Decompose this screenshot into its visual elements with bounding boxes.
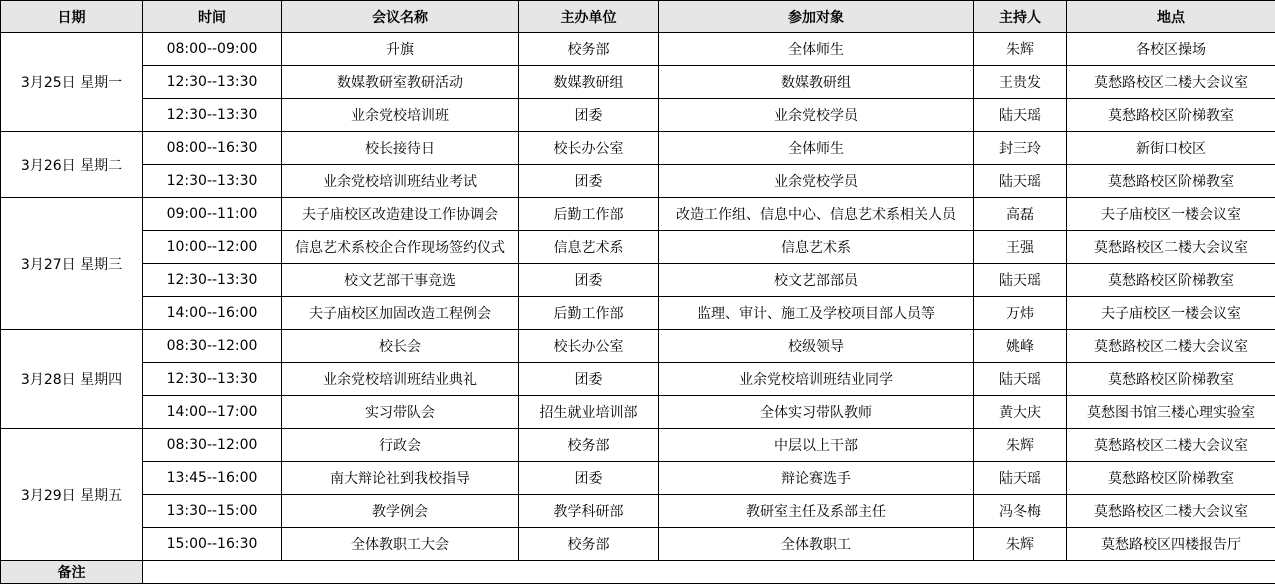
meeting-time: 12:30--13:30 bbox=[143, 165, 282, 198]
meeting-participants: 业余党校学员 bbox=[659, 165, 974, 198]
meeting-host: 朱辉 bbox=[974, 429, 1067, 462]
meeting-name: 校长会 bbox=[282, 330, 519, 363]
meeting-host: 王强 bbox=[974, 231, 1067, 264]
meeting-host: 万炜 bbox=[974, 297, 1067, 330]
meeting-host: 黄大庆 bbox=[974, 396, 1067, 429]
meeting-location: 莫愁路校区阶梯教室 bbox=[1067, 462, 1275, 495]
header-meeting-name: 会议名称 bbox=[282, 1, 519, 33]
meeting-name: 全体教职工大会 bbox=[282, 528, 519, 561]
meeting-name: 业余党校培训班 bbox=[282, 99, 519, 132]
meeting-time: 14:00--16:00 bbox=[143, 297, 282, 330]
meeting-name: 夫子庙校区加固改造工程例会 bbox=[282, 297, 519, 330]
meeting-location: 莫愁路校区二楼大会议室 bbox=[1067, 495, 1275, 528]
meeting-location: 莫愁路校区阶梯教室 bbox=[1067, 165, 1275, 198]
table-row bbox=[1, 363, 1275, 396]
meeting-time: 10:00--12:00 bbox=[143, 231, 282, 264]
meeting-participants: 改造工作组、信息中心、信息艺术系相关人员 bbox=[659, 198, 974, 231]
meeting-organizer: 团委 bbox=[519, 264, 659, 297]
meeting-participants: 业余党校学员 bbox=[659, 99, 974, 132]
meeting-time: 12:30--13:30 bbox=[143, 66, 282, 99]
meeting-organizer: 校长办公室 bbox=[519, 330, 659, 363]
meeting-host: 陆天瑶 bbox=[974, 264, 1067, 297]
header-time: 时间 bbox=[143, 1, 282, 33]
meeting-name: 校长接待日 bbox=[282, 132, 519, 165]
day-date: 3月28日 星期四 bbox=[1, 330, 143, 429]
meeting-location: 莫愁路校区二楼大会议室 bbox=[1067, 330, 1275, 363]
table-row bbox=[1, 330, 1275, 363]
header-row bbox=[1, 1, 1275, 33]
meeting-location: 新街口校区 bbox=[1067, 132, 1275, 165]
table-row bbox=[1, 429, 1275, 462]
table-row bbox=[1, 264, 1275, 297]
meeting-location: 莫愁路校区阶梯教室 bbox=[1067, 363, 1275, 396]
meeting-time: 12:30--13:30 bbox=[143, 264, 282, 297]
meeting-participants: 校文艺部部员 bbox=[659, 264, 974, 297]
meeting-name: 业余党校培训班结业考试 bbox=[282, 165, 519, 198]
meeting-organizer: 团委 bbox=[519, 363, 659, 396]
meeting-time: 12:30--13:30 bbox=[143, 99, 282, 132]
day-date: 3月25日 星期一 bbox=[1, 33, 143, 132]
meeting-location: 莫愁路校区四楼报告厅 bbox=[1067, 528, 1275, 561]
meeting-participants: 监理、审计、施工及学校项目部人员等 bbox=[659, 297, 974, 330]
day-date: 3月26日 星期二 bbox=[1, 132, 143, 198]
meeting-name: 教学例会 bbox=[282, 495, 519, 528]
remark-row bbox=[1, 561, 1275, 584]
meeting-host: 高磊 bbox=[974, 198, 1067, 231]
meeting-participants: 信息艺术系 bbox=[659, 231, 974, 264]
meeting-host: 陆天瑶 bbox=[974, 363, 1067, 396]
meeting-organizer: 校长办公室 bbox=[519, 132, 659, 165]
header-host: 主持人 bbox=[974, 1, 1067, 33]
header-organizer: 主办单位 bbox=[519, 1, 659, 33]
meeting-name: 实习带队会 bbox=[282, 396, 519, 429]
table-row bbox=[1, 528, 1275, 561]
meeting-name: 夫子庙校区改造建设工作协调会 bbox=[282, 198, 519, 231]
table-row bbox=[1, 396, 1275, 429]
meeting-name: 校文艺部干事竞选 bbox=[282, 264, 519, 297]
meeting-name: 业余党校培训班结业典礼 bbox=[282, 363, 519, 396]
meeting-time: 08:30--12:00 bbox=[143, 330, 282, 363]
header-location: 地点 bbox=[1067, 1, 1275, 33]
meeting-participants: 全体教职工 bbox=[659, 528, 974, 561]
remark-label: 备注 bbox=[1, 561, 143, 584]
meeting-participants: 校级领导 bbox=[659, 330, 974, 363]
meeting-organizer: 数媒教研组 bbox=[519, 66, 659, 99]
table-row bbox=[1, 99, 1275, 132]
meeting-time: 09:00--11:00 bbox=[143, 198, 282, 231]
meeting-host: 陆天瑶 bbox=[974, 165, 1067, 198]
meeting-host: 封三玲 bbox=[974, 132, 1067, 165]
meeting-host: 陆天瑶 bbox=[974, 462, 1067, 495]
meeting-participants: 全体师生 bbox=[659, 33, 974, 66]
meeting-time: 13:30--15:00 bbox=[143, 495, 282, 528]
meeting-organizer: 后勤工作部 bbox=[519, 297, 659, 330]
meeting-location: 莫愁图书馆三楼心理实验室 bbox=[1067, 396, 1275, 429]
table-row bbox=[1, 231, 1275, 264]
meeting-organizer: 团委 bbox=[519, 99, 659, 132]
meeting-time: 08:00--16:30 bbox=[143, 132, 282, 165]
meeting-host: 王贵发 bbox=[974, 66, 1067, 99]
meeting-time: 08:30--12:00 bbox=[143, 429, 282, 462]
meeting-participants: 教研室主任及系部主任 bbox=[659, 495, 974, 528]
meeting-time: 12:30--13:30 bbox=[143, 363, 282, 396]
meeting-participants: 全体实习带队教师 bbox=[659, 396, 974, 429]
table-row bbox=[1, 198, 1275, 231]
meeting-location: 莫愁路校区阶梯教室 bbox=[1067, 264, 1275, 297]
meeting-organizer: 招生就业培训部 bbox=[519, 396, 659, 429]
meeting-location: 莫愁路校区阶梯教室 bbox=[1067, 99, 1275, 132]
day-date: 3月29日 星期五 bbox=[1, 429, 143, 561]
meeting-organizer: 团委 bbox=[519, 462, 659, 495]
meeting-host: 陆天瑶 bbox=[974, 99, 1067, 132]
meeting-name: 南大辩论社到我校指导 bbox=[282, 462, 519, 495]
meeting-organizer: 信息艺术系 bbox=[519, 231, 659, 264]
header-participants: 参加对象 bbox=[659, 1, 974, 33]
meeting-host: 姚峰 bbox=[974, 330, 1067, 363]
meeting-organizer: 校务部 bbox=[519, 429, 659, 462]
meeting-participants: 业余党校培训班结业同学 bbox=[659, 363, 974, 396]
table-row bbox=[1, 495, 1275, 528]
meeting-name: 升旗 bbox=[282, 33, 519, 66]
meeting-location: 各校区操场 bbox=[1067, 33, 1275, 66]
meeting-host: 朱辉 bbox=[974, 528, 1067, 561]
table-row bbox=[1, 297, 1275, 330]
meeting-time: 15:00--16:30 bbox=[143, 528, 282, 561]
meeting-name: 数媒教研室教研活动 bbox=[282, 66, 519, 99]
schedule-body bbox=[1, 33, 1275, 561]
meeting-location: 莫愁路校区二楼大会议室 bbox=[1067, 429, 1275, 462]
meeting-organizer: 教学科研部 bbox=[519, 495, 659, 528]
day-date: 3月27日 星期三 bbox=[1, 198, 143, 330]
meeting-time: 14:00--17:00 bbox=[143, 396, 282, 429]
remark-value bbox=[143, 561, 1275, 584]
meeting-organizer: 校务部 bbox=[519, 528, 659, 561]
meeting-time: 13:45--16:00 bbox=[143, 462, 282, 495]
table-row bbox=[1, 132, 1275, 165]
meeting-organizer: 团委 bbox=[519, 165, 659, 198]
meeting-host: 朱辉 bbox=[974, 33, 1067, 66]
meeting-location: 莫愁路校区二楼大会议室 bbox=[1067, 231, 1275, 264]
meeting-location: 莫愁路校区二楼大会议室 bbox=[1067, 66, 1275, 99]
meeting-name: 信息艺术系校企合作现场签约仪式 bbox=[282, 231, 519, 264]
meeting-host: 冯冬梅 bbox=[974, 495, 1067, 528]
meeting-participants: 中层以上干部 bbox=[659, 429, 974, 462]
meeting-participants: 数媒教研组 bbox=[659, 66, 974, 99]
table-row bbox=[1, 462, 1275, 495]
table-row bbox=[1, 165, 1275, 198]
meeting-name: 行政会 bbox=[282, 429, 519, 462]
header-date: 日期 bbox=[1, 1, 143, 33]
meeting-location: 夫子庙校区一楼会议室 bbox=[1067, 297, 1275, 330]
meeting-participants: 全体师生 bbox=[659, 132, 974, 165]
meeting-organizer: 校务部 bbox=[519, 33, 659, 66]
table-row bbox=[1, 66, 1275, 99]
meeting-location: 夫子庙校区一楼会议室 bbox=[1067, 198, 1275, 231]
meeting-time: 08:00--09:00 bbox=[143, 33, 282, 66]
meeting-participants: 辩论赛选手 bbox=[659, 462, 974, 495]
meeting-organizer: 后勤工作部 bbox=[519, 198, 659, 231]
table-row bbox=[1, 33, 1275, 66]
